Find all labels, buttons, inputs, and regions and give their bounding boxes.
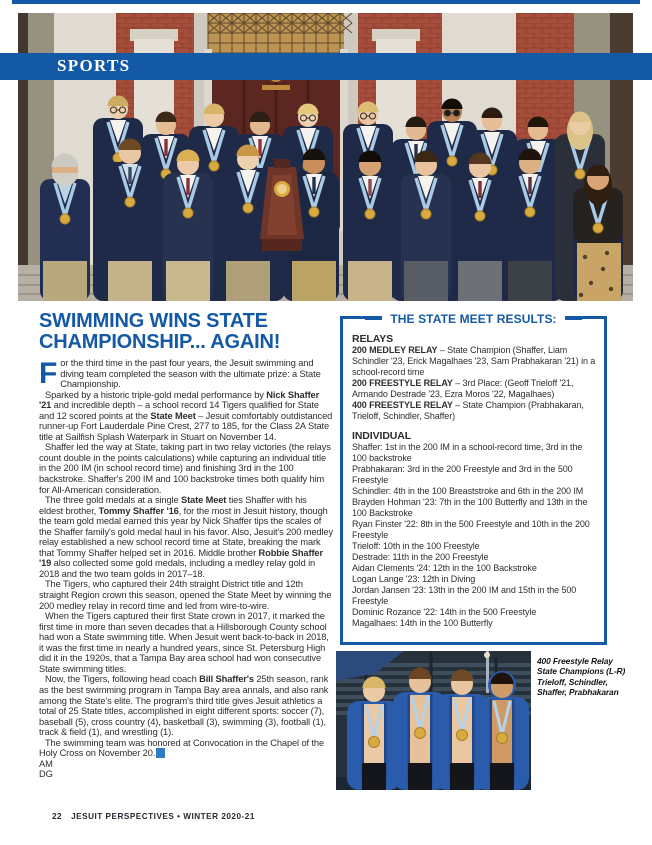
article-paragraph: The three gold medals at a single State Meet ties Shaffer with his eldest brother, Tommy Shaffer '16, for the most in Jesuit history, though the team gold medal earned this year by Nick Shaffer tips the scales of the Shaffer family's gold medal haul in his favor. Also, Jesuit's 200 medley relay established a new school record time at State, breaking the mark that Tommy Shaffer helped set in 2016. Middle brother Robbie Shaffer '19 also collected some gold medals, including a medley relay gold in 2018 and the two team golds in 2017–18. — [39, 495, 333, 579]
amdg-end-mark-icon — [156, 748, 165, 758]
individual-result: Magalhaes: 14th in the 100 Butterfly — [352, 618, 493, 628]
top-rule — [12, 0, 640, 4]
individual-result: Destrade: 11th in the 200 Freestyle — [352, 552, 489, 562]
article-title — [39, 311, 333, 353]
individual-result: Jordan Jansen '23: 13th in the 200 IM and 15th in the 500 Freestyle — [352, 585, 577, 606]
individual-heading: INDIVIDUAL — [352, 430, 412, 442]
individual-result: Schindler: 4th in the 100 Breaststroke and 6th in the 200 IM — [352, 486, 584, 496]
title-dash-left — [365, 316, 382, 320]
page-footer — [52, 812, 255, 821]
relays-heading: RELAYS — [352, 333, 394, 345]
article — [39, 311, 333, 780]
article-paragraph: When the Tigers captured their first State crown in 2017, it marked the first time in more than seven decades that a Hillsborough County school had won a State swimming title. When Jesuit went back-to-back in 2018, it was the first time in nearly a hundred years, since St. Petersburg High did it in the 1920s, that a Tampa Bay area school had won consecutive State swimming titles. — [39, 611, 329, 674]
drop-cap: F — [39, 357, 58, 390]
individual-result: Aidan Clements '24: 12th in the 100 Backstroke — [352, 563, 537, 573]
page-number: 22 — [52, 812, 63, 821]
relay-result: 200 FREESTYLE RELAY – 3rd Place: (Geoff Trieloff '21, Armando Destrade '23, Ezra Moros '22, Magalhaes) — [352, 378, 574, 399]
article-title-line1: SWIMMING WINS STATE — [39, 310, 268, 332]
article-paragraph: Sparked by a historic triple-gold medal performance by Nick Shaffer '21 and incredible depth – a school record 14 Tigers qualified for State and 12 scored points at the State Meet – Jesuit comfortably outdistanced runner-up Fort Lauderdale Pine Crest, 277 to 185, for the Class 2A State title at Sailfish Splash Waterpark in Stuart on November 14. — [39, 389, 333, 442]
article-paragraph: For the third time in the past four years, the Jesuit swimming and diving team completed the season with the ultimate prize: a State Championship. — [39, 357, 321, 390]
publication-line: JESUIT PERSPECTIVES • WINTER 2020-21 — [71, 812, 255, 821]
photo-caption: 400 Freestyle Relay State Champions (L-R) Trieloff, Schindler, Shaffer, Prabhakaran — [537, 656, 626, 698]
individual-result: Logan Lange '23: 12th in Diving — [352, 574, 476, 584]
individual-result: Prabhakaran: 3rd in the 200 Freestyle and 3rd in the 500 Freestyle — [352, 464, 573, 485]
article-paragraph: The Tigers, who captured their 24th straight District title and 12th straight Region crown this season, opened the State Meet by winning the 200 medley relay in record time and led from wire-to-wire. — [39, 579, 332, 611]
relay-photo — [336, 651, 531, 790]
article-paragraph: Now, the Tigers, following head coach Bill Shaffer's 25th season, rank as the best swimming program in Tampa Bay area annals, and also rank among the State's elite. The program's third title gives Jesuit athletics a total of 25 State titles, accomplished in eight different sports: soccer (7), baseball (5), cross country (4), basketball (3), swimming (3), football (1), track & field (1), and wrestling (1). — [39, 674, 329, 738]
individual-result: Dominic Rozance '22: 14th in the 500 Freestyle — [352, 607, 537, 617]
article-paragraph: The swimming team was honored at Convocation in the Chapel of the Holy Cross on November 20. — [39, 737, 325, 759]
article-title-line2: CHAMPIONSHIP... AGAIN! — [39, 331, 281, 353]
results-content — [343, 319, 604, 629]
title-dash-right — [565, 316, 582, 320]
article-body: For the third time in the past four years, the Jesuit swimming and diving team completed the season with the ultimate prize: a State Championship. Sparked by a historic triple-gold medal performance by Nick Shaffer '21 and incredible depth – a school record 14 Tigers qualified for State and 12 scored points at the State Meet – Jesuit comfortably outdistanced runner-up Fort Lauderdale Pine Crest, 277 to 185, for the Class 2A State title at Sailfish Splash Waterpark in Stuart on November 14. Shaffer led the way at State, taking part in two relay victories (the relays count double in the points calculations) while capturing an individual title in the 200 IM (in school record time) and finishing 3rd in the 100 backstroke. Shaffer's 200 IM and 100 backstroke times both qualify him for All-American consideration. The three gold medals at a single State Meet ties Shaffer with his eldest brother, Tommy Shaffer '16, for the most in Jesuit history, though the team gold medal earned this year by Nick Shaffer tips the scales of the Shaffer family's gold medal haul in his favor. Also, Jesuit's 200 medley relay established a new school record time at State, breaking the mark that Tommy Shaffer helped set in 2016. Middle brother Robbie Shaffer '19 also collected some gold medals, including a medley relay gold in 2018 and the two team golds in 2017–18. The Tigers, who captured their 24th straight District title and 12th straight Region crown this season, opened the State Meet by winning the 200 medley relay in record time and led from wire-to-wire. When the Tigers captured their first State crown in 2017, it marked the first time in more than seven decades that a Hillsborough County school had won a State swimming title. When Jesuit went back-to-back in 2018, it was the first time in nearly a hundred years, since St. Petersburg High did it in the 1920s, that a Tampa Bay area school had won consecutive State swimming titles. Now, the Tigers, following head coach Bill Shaffer's 25th season, rank as the best swimming program in Tampa Bay area annals, and also rank among the State's elite. The program's third title gives Jesuit athletics a total of 25 State titles, accomplished in eight different sports: soccer (7), baseball (5), cross country (4), basketball (3), swimming (3), football (1), track & field (1), and wrestling (1). The swimming team was honored at Convocation in the Chapel of the Holy Cross on November 20. AM DG — [39, 357, 333, 780]
sports-banner — [0, 53, 652, 80]
sports-banner-label: SPORTS — [57, 56, 131, 75]
individual-result: Ryan Finster '22: 8th in the 500 Freestyle and 10th in the 200 Freestyle — [352, 519, 590, 540]
results-box — [340, 312, 607, 645]
individual-result: Brayden Hohman '23: 7th in the 100 Butterfly and 13th in the 100 Backstroke — [352, 497, 588, 518]
relay-result: 200 MEDLEY RELAY – State Champion (Shaffer, Liam Schindler '23, Erick Magalhaes '23, Sam Prabhakaran '21) in a school-record time — [352, 345, 596, 377]
relay-result: 400 FREESTYLE RELAY – State Champion (Prabhakaran, Trieloff, Schindler, Shaffer) — [352, 400, 584, 421]
results-box-title: THE STATE MEET RESULTS: — [343, 310, 604, 328]
article-paragraph: Shaffer led the way at State, taking part in two relay victories (the relays count double in the points calculations) while capturing an individual title in the 200 IM (in school record time) and finishing 3rd in the 100 backstroke. Shaffer's 200 IM and 100 backstroke times both qualify him for All-American consideration. — [39, 442, 331, 495]
individual-result: Trieloff: 10th in the 100 Freestyle — [352, 541, 480, 551]
individual-result: Shaffer: 1st in the 200 IM in a school-record time, 3rd in the 100 backstroke — [352, 442, 583, 463]
